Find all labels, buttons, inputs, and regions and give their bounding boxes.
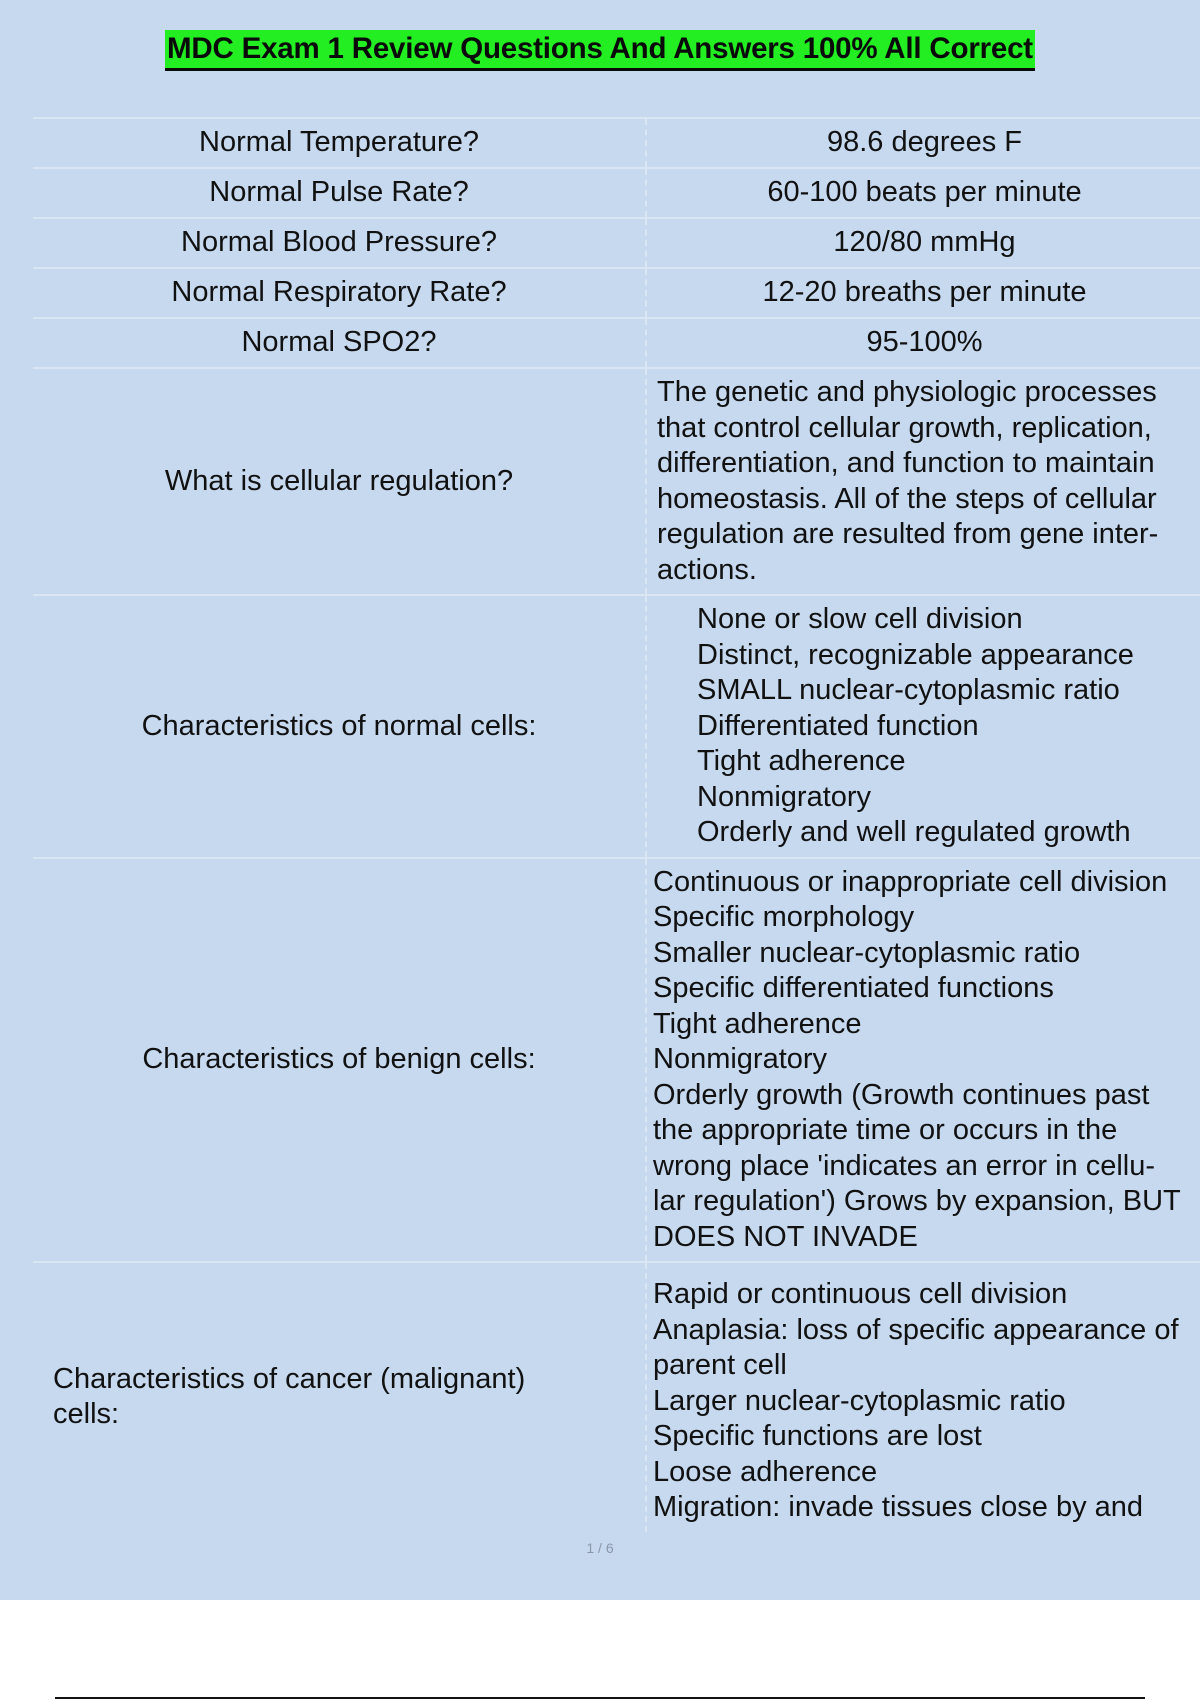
answer-cell <box>646 218 1200 268</box>
answer-line: Rapid or continuous cell division <box>653 1278 1068 1310</box>
question-cell: Characteristics of normal cells: <box>33 595 646 858</box>
answer-line: actions. <box>657 553 757 586</box>
table-row <box>33 368 1200 595</box>
table-row <box>33 268 1200 318</box>
answer-line: parent cell <box>653 1349 787 1381</box>
question-cell: What is cellular regulation? <box>33 368 646 595</box>
answer-cell <box>646 1262 1200 1532</box>
table-row <box>33 168 1200 218</box>
answer-line: The genetic and physiologic processes <box>657 376 1157 408</box>
question-line: Characteristics of cancer (malignant) <box>53 1362 526 1395</box>
answer-cell <box>646 595 1200 858</box>
answer-line: SMALL nuclear-cytoplasmic ratio <box>697 674 1120 706</box>
answer-line: 60-100 beats per minute <box>767 176 1082 209</box>
answer-line: lar regulation') Grows by expansion, BUT <box>653 1185 1181 1217</box>
footer-divider <box>55 1697 1145 1699</box>
answer-cell <box>646 368 1200 595</box>
answer-line: Specific morphology <box>653 901 915 933</box>
answer-line: None or slow cell division <box>697 603 1023 635</box>
qa-table <box>33 117 1200 1532</box>
answer-line: regulation are resulted from gene inter- <box>657 518 1159 550</box>
answer-line: Differentiated function <box>697 709 979 742</box>
answer-line: Orderly growth (Growth continues past <box>653 1078 1150 1111</box>
answer-line: homeostasis. All of the steps of cellular <box>657 482 1157 515</box>
question-cell: Characteristics of benign cells: <box>33 858 646 1263</box>
table-row <box>33 595 1200 858</box>
question-cell <box>33 1262 646 1532</box>
answer-cell <box>646 168 1200 218</box>
answer-cell <box>646 118 1200 168</box>
answer-line: Specific differentiated functions <box>653 972 1054 1004</box>
answer-line: the appropriate time or occurs in the <box>653 1114 1118 1146</box>
answer-line: Nonmigratory <box>697 780 872 813</box>
title-container <box>0 30 1200 71</box>
question-cell: Normal Temperature? <box>33 118 646 168</box>
answer-line: that control cellular growth, replication, <box>657 411 1152 444</box>
document-title: MDC Exam 1 Review Questions And Answers 100% All Correct <box>165 30 1035 71</box>
answer-line: Anaplasia: loss of specific appearance of <box>653 1313 1179 1346</box>
question-cell: Normal Respiratory Rate? <box>33 268 646 318</box>
answer-line: Loose adherence <box>653 1455 878 1488</box>
answer-line: DOES NOT INVADE <box>653 1220 918 1253</box>
question-cell: Normal Pulse Rate? <box>33 168 646 218</box>
answer-line: Continuous or inappropriate cell division <box>653 865 1168 898</box>
table-row <box>33 858 1200 1263</box>
question-line: cells: <box>53 1398 120 1431</box>
answer-line: Migration: invade tissues close by and <box>653 1491 1144 1523</box>
answer-line: 98.6 degrees F <box>826 126 1023 159</box>
table-row <box>33 118 1200 168</box>
answer-line: 95-100% <box>866 326 983 359</box>
answer-line: Smaller nuclear-cytoplasmic ratio <box>653 936 1081 969</box>
table-row <box>33 318 1200 368</box>
answer-line: 120/80 mmHg <box>833 226 1016 259</box>
question-cell: Normal Blood Pressure? <box>33 218 646 268</box>
answer-line: 12-20 breaths per minute <box>762 276 1087 309</box>
answer-line: Specific functions are lost <box>653 1420 982 1452</box>
answer-line: Tight adherence <box>697 745 906 777</box>
answer-line: wrong place 'indicates an error in cellu- <box>653 1149 1156 1182</box>
question-cell: Normal SPO2? <box>33 318 646 368</box>
answer-line: Tight adherence <box>653 1007 862 1040</box>
answer-line: Distinct, recognizable appearance <box>697 638 1134 671</box>
answer-line: Nonmigratory <box>653 1043 828 1075</box>
answer-cell <box>646 318 1200 368</box>
table-row <box>33 218 1200 268</box>
answer-line: differentiation, and function to maintain <box>657 447 1155 479</box>
page-indicator: 1 / 6 <box>586 1540 614 1556</box>
answer-cell <box>646 268 1200 318</box>
answer-line: Orderly and well regulated growth <box>697 816 1131 848</box>
table-row <box>33 1262 1200 1532</box>
answer-cell <box>646 858 1200 1263</box>
answer-line: Larger nuclear-cytoplasmic ratio <box>653 1384 1066 1417</box>
